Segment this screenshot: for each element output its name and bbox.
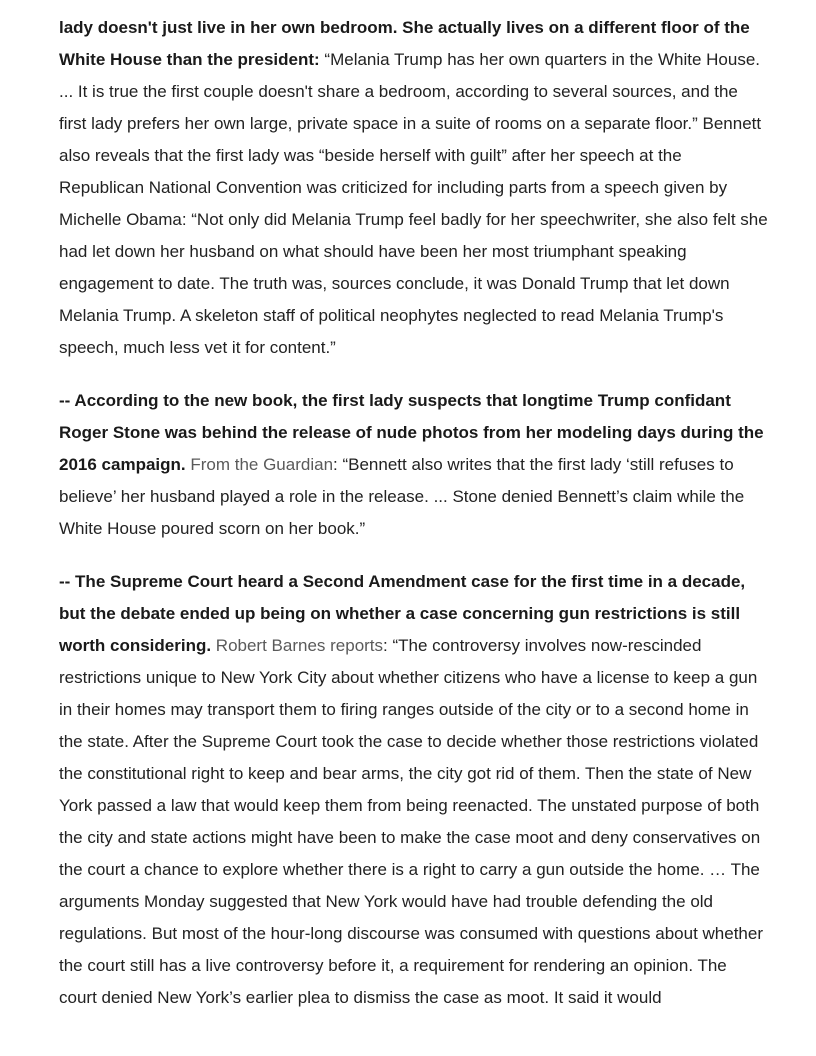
paragraph-lead: lady doesn't just live in her own bedroom. She actually lives on a different floor of the White House than the president: bbox=[59, 18, 750, 69]
paragraph-lead: -- The Supreme Court heard a Second Amendment case for the first time in a decade, but the debate ended up being on whether a case concerning gun restrictions is still worth considering. bbox=[59, 572, 746, 655]
paragraph-melania-quarters bbox=[59, 12, 769, 364]
paragraph-text: : “Bennett also writes that the first lady ‘still refuses to believe’ her husband played a role in the release. ... Stone denied Bennett’s claim while the White House poured scorn on her book.” bbox=[59, 455, 745, 538]
paragraph-text: : “The controversy involves now-rescinded restrictions unique to New York City about whether citizens who have a license to keep a gun in their homes may transport them to firing ranges outside of the city or to a second home in the state. After the Supreme Court took the case to decide whether those restrictions violated the constitutional right to keep and bear arms, the city got rid of them. Then the state of New York passed a law that would keep them from being reenacted. The unstated purpose of both the city and state actions might have been to make the case moot and deny conservatives on the court a chance to explore whether there is a right to carry a gun outside the home. … The arguments Monday suggested that New York would have had trouble defending the old regulations. But most of the hour-long discourse was consumed with questions about whether the court still has a live controversy before it, a requirement for rendering an opinion. The court denied New York’s earlier plea to dismiss the case as moot. It said it would bbox=[59, 636, 764, 1007]
paragraph-text: “Melania Trump has her own quarters in the White House. ... It is true the first couple doesn't share a bedroom, according to several sources, and the first lady prefers her own large, private space in a suite of rooms on a separate floor.” Bennett also reveals that the first lady was “beside herself with guilt” after her speech at the Republican National Convention was criticized for including parts from a speech given by Michelle Obama: “Not only did Melania Trump feel badly for her speechwriter, she also felt she had let down her husband on what should have been her most triumphant speaking engagement to date. The truth was, sources conclude, it was Donald Trump that let down Melania Trump. A skeleton staff of political neophytes neglected to read Melania Trump's speech, much less vet it for content.” bbox=[59, 50, 768, 357]
source-link-guardian[interactable]: From the Guardian bbox=[185, 455, 334, 474]
paragraph-roger-stone bbox=[59, 385, 769, 545]
source-link-barnes[interactable]: Robert Barnes reports bbox=[211, 636, 384, 655]
paragraph-supreme-court bbox=[59, 566, 769, 1014]
article-body bbox=[59, 12, 769, 1035]
paragraph-lead: -- According to the new book, the first lady suspects that longtime Trump confidant Roger Stone was behind the release of nude photos from her modeling days during the 2016 campaign. bbox=[59, 391, 764, 474]
